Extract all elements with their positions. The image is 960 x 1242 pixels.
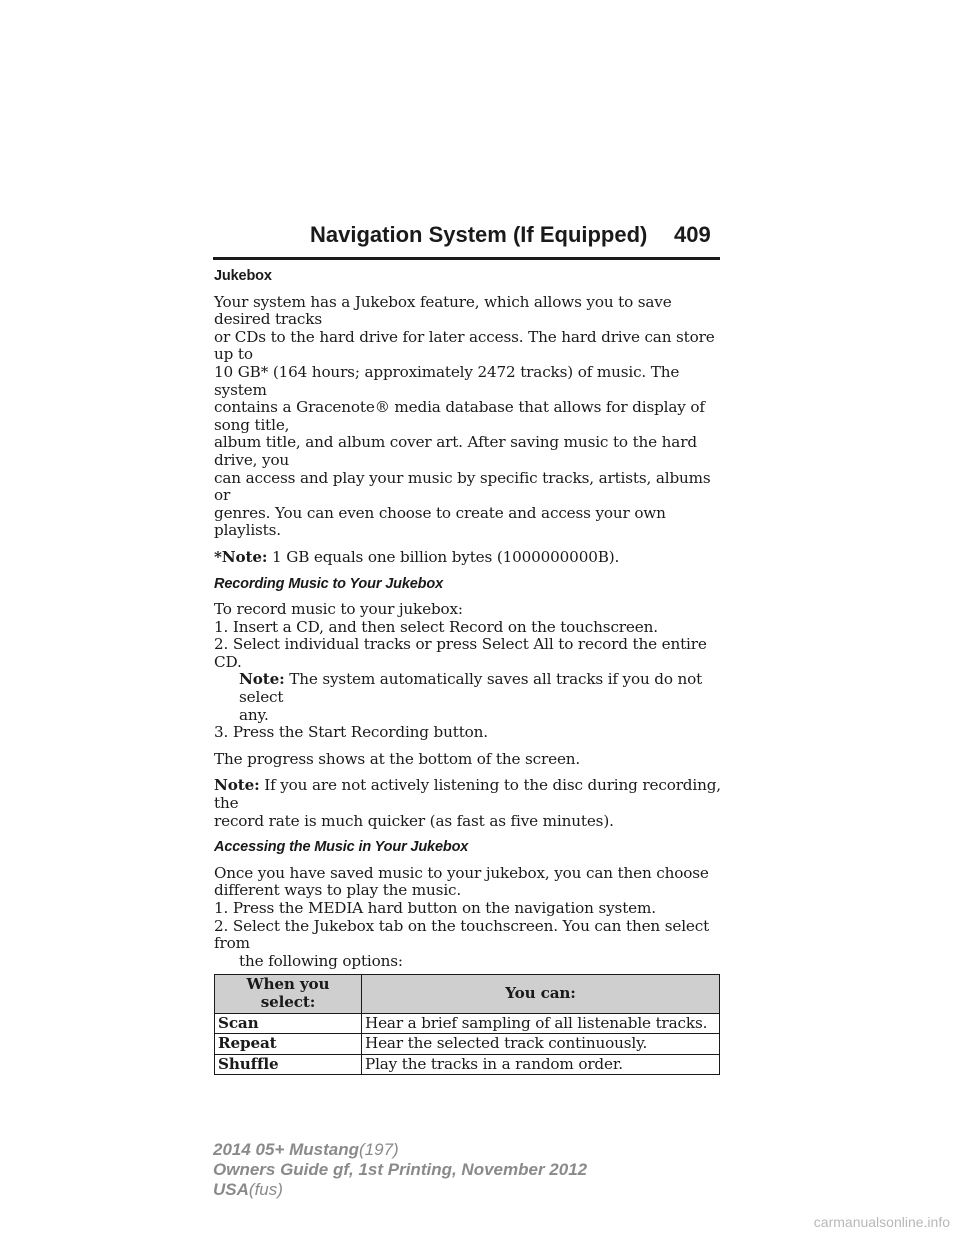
table-row	[215, 1054, 720, 1075]
jukebox-paragraph	[214, 294, 724, 540]
recording-steps	[214, 601, 724, 742]
table-cell: Repeat	[215, 1034, 362, 1055]
heading-accessing: Accessing the Music in Your Jukebox	[214, 839, 469, 856]
table-cell: Scan	[215, 1013, 362, 1034]
step-2-cont: the following options:	[239, 951, 403, 970]
accessing-intro: Once you have saved music to your jukebox, you can then choose	[214, 863, 709, 882]
accessing-steps	[214, 865, 724, 971]
note-text: If you are not actively listening to the disc during recording, the	[214, 776, 721, 813]
table-cell: Play the tracks in a random order.	[362, 1054, 720, 1075]
note-text: 1 GB equals one billion bytes (1000000000B).	[267, 547, 620, 566]
accessing-intro-cont: different ways to play the music.	[214, 881, 462, 900]
text-line: Your system has a Jukebox feature, which allows you to save desired tracks	[214, 292, 672, 329]
note-text: The system automatically saves all tracks if you do not select	[239, 670, 703, 707]
table-cell: Shuffle	[215, 1054, 362, 1075]
step-2-note-cont: any.	[239, 705, 269, 724]
progress-text: The progress shows at the bottom of the screen.	[214, 749, 581, 768]
text-line: album title, and album cover art. After saving music to the hard drive, you	[214, 433, 697, 469]
footer-line	[213, 1140, 587, 1160]
text-line: contains a Gracenote® media database that allows for display of song title,	[214, 398, 705, 434]
step-1: 1. Press the MEDIA hard button on the navigation system.	[214, 899, 656, 917]
page-footer	[213, 1140, 587, 1200]
page-content	[214, 268, 724, 1075]
watermark: carmanualsonline.info	[813, 1214, 950, 1230]
note-label: *Note:	[214, 547, 268, 566]
header-rule	[213, 257, 720, 260]
footer-guide: Owners Guide gf, 1st Printing, November 2012	[213, 1160, 588, 1179]
column-header: You can:	[362, 975, 720, 1013]
table-header-row	[215, 975, 720, 1013]
text-line: or CDs to the hard drive for later access. The hard drive can store up to	[214, 327, 715, 364]
step-3: 3. Press the Start Recording button.	[214, 723, 488, 742]
text-line: genres. You can even choose to create and access your own playlists.	[214, 503, 666, 540]
table-cell: Hear the selected track continuously.	[362, 1034, 720, 1055]
footer-region: USA	[213, 1180, 249, 1199]
footer-page-ref: (197)	[359, 1140, 399, 1159]
column-header: When you select:	[215, 975, 362, 1013]
note-text-cont: record rate is much quicker (as fast as five minutes).	[214, 811, 614, 830]
recording-intro: To record music to your jukebox:	[214, 600, 463, 619]
options-table	[214, 974, 720, 1075]
recording-note	[214, 777, 724, 830]
footer-line	[213, 1180, 587, 1200]
table-row	[215, 1034, 720, 1055]
note-label: Note:	[214, 776, 260, 795]
step-2-note	[214, 671, 724, 706]
table-cell: Hear a brief sampling of all listenable tracks.	[362, 1013, 720, 1034]
step-1: 1. Insert a CD, and then select Record on the touchscreen.	[214, 617, 658, 636]
heading-jukebox: Jukebox	[214, 268, 272, 284]
heading-recording: Recording Music to Your Jukebox	[214, 575, 443, 592]
step-2: 2. Select the Jukebox tab on the touchscreen. You can then select from	[214, 916, 710, 953]
page-header-title: Navigation System (If Equipped)	[310, 222, 648, 247]
page-number: 409	[674, 222, 711, 247]
table-row	[215, 1013, 720, 1034]
step-2: 2. Select individual tracks or press Select All to record the entire CD.	[214, 635, 707, 671]
footer-region-code: (fus)	[248, 1180, 283, 1199]
storage-note	[214, 549, 724, 567]
text-line: can access and play your music by specific tracks, artists, albums or	[214, 468, 711, 505]
footer-model: 2014 05+ Mustang	[213, 1140, 359, 1159]
text-line: 10 GB* (164 hours; approximately 2472 tracks) of music. The system	[214, 362, 680, 399]
note-label: Note:	[239, 670, 285, 689]
